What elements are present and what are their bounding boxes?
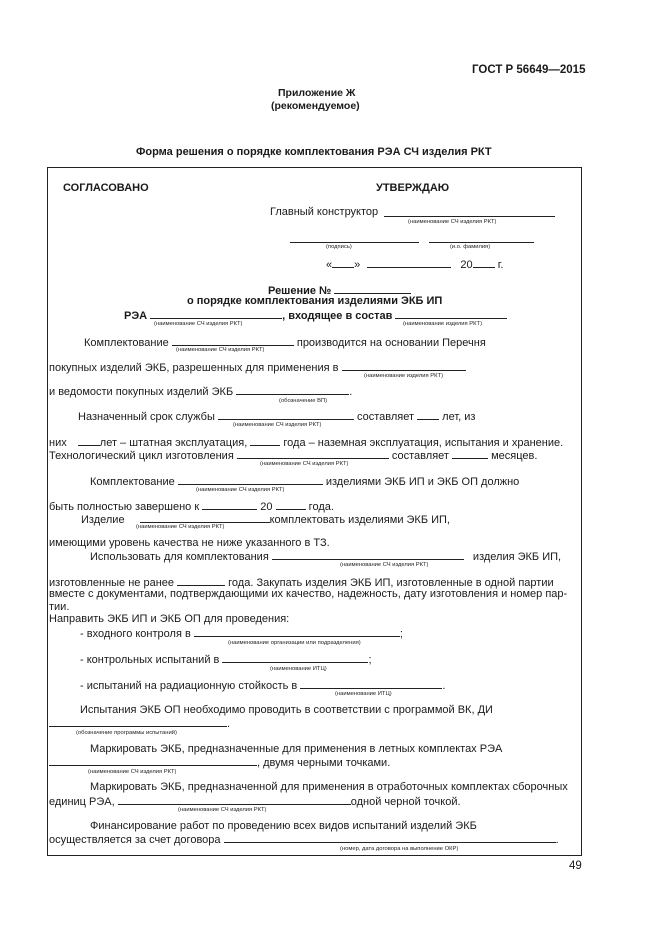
p22 [49, 755, 390, 769]
p6-months-line[interactable] [452, 448, 488, 459]
p15: Направить ЭКБ ИП и ЭКБ ОП для проведения: [49, 613, 290, 625]
form-title: Форма решения о порядке комплектования РЭА СЧ изделия РКТ [136, 146, 492, 158]
initials-line[interactable] [429, 232, 534, 243]
p25: Финансирование работ по проведению всех видов испытаний изделий ЭКБ [90, 820, 477, 832]
p13: вместе с документами, подтверждающими их качество, надежность, дату изготовления и номер пар- [49, 588, 568, 600]
caption-signature: (подпись) [326, 244, 352, 250]
p12-text-a: изготовленные не ранее [49, 577, 175, 589]
p1-text-b: производится на основании Перечня [296, 337, 486, 349]
caption-p24: (наименование СЧ изделия РКТ) [178, 807, 267, 813]
p6 [49, 448, 537, 462]
p6-text-a: Технологический цикл изготовления [49, 450, 234, 462]
p18-text-a: - испытаний на радиационную стойкость в [80, 680, 298, 692]
p8 [49, 499, 334, 513]
caption-p1: (наименование СЧ изделия РКТ) [176, 347, 265, 353]
p6-text-b: составляет [391, 450, 449, 462]
agreed-label: СОГЛАСОВАНО [63, 182, 149, 194]
day-line[interactable] [332, 257, 354, 268]
caption-p2: (наименование изделия РКТ) [364, 373, 444, 379]
p8-text-a: быть полностью завершено к [49, 501, 200, 513]
p9-text-a: Изделие [81, 514, 125, 526]
p5-text-a: них [49, 437, 67, 449]
standard-code: ГОСТ Р 56649—2015 [472, 64, 586, 76]
p4 [78, 409, 475, 423]
p5 [49, 435, 563, 449]
p18 [80, 678, 445, 692]
chief-designer-label: Главный конструктор [270, 206, 379, 218]
annex-title: Приложение Ж [278, 87, 356, 99]
caption-p18: (наименование ИТЦ) [335, 691, 392, 697]
caption-initials: (и.о. фамилия) [450, 244, 491, 250]
caption-p20: (обозначение программы испытаний) [76, 730, 177, 736]
p4-text-a: Назначенный срок службы [78, 411, 215, 423]
p16-text-a: - входного контроля в [80, 628, 191, 640]
date-row [326, 257, 503, 271]
decision-number-line[interactable] [334, 283, 411, 294]
p24-text-a: единиц РЭА, [49, 796, 115, 808]
caption-p6: (наименование СЧ изделия РКТ) [260, 461, 349, 467]
p20 [49, 716, 230, 730]
p26-text-a: осуществляется за счет договора [49, 834, 221, 846]
p5-years2-line[interactable] [250, 435, 280, 446]
included-label: , входящее в состав [282, 310, 393, 322]
p24-line[interactable] [118, 794, 351, 805]
p12-text-b: года. Закупать изделия ЭКБ ИП, изготовленные в одной партии [228, 577, 554, 589]
p12-date-line[interactable] [177, 575, 225, 586]
p26 [49, 832, 559, 846]
p16 [80, 626, 403, 640]
page-number: 49 [569, 860, 582, 872]
p7-text-b: изделиями ЭКБ ИП и ЭКБ ОП должно [325, 476, 520, 488]
rea-product-line[interactable] [395, 308, 507, 319]
caption-p16: (наименование организации или подразделения) [228, 640, 361, 646]
p4-text-b: составляет [357, 411, 415, 423]
decision-title: Решение № [268, 285, 332, 297]
p1 [84, 335, 486, 349]
rea-item-line[interactable] [150, 308, 282, 319]
caption-rea-item: (наименование СЧ изделия РКТ) [154, 321, 243, 327]
p20-text: . [227, 718, 231, 730]
decision-subtitle: о порядке комплектования изделиями ЭКБ ИП [187, 295, 443, 307]
rea-label: РЭА [124, 310, 148, 322]
signature-line[interactable] [290, 232, 419, 243]
rea-row [124, 308, 507, 322]
p11-text-a: Использовать для комплектования [90, 551, 269, 563]
date-open-quote: « [326, 259, 333, 271]
p21: Маркировать ЭКБ, предназначенные для применения в летных комплектах РЭА [90, 743, 503, 755]
year-line[interactable] [473, 257, 495, 268]
p14: тии. [49, 601, 70, 613]
caption-p17: (наименование ИТЦ) [270, 666, 327, 672]
p2-line[interactable] [342, 360, 466, 371]
p5-years-line[interactable] [78, 435, 100, 446]
p3 [49, 384, 352, 398]
caption-p26: (номер, дата договора на выполнение ОКР) [340, 846, 459, 852]
p24 [49, 794, 461, 808]
year-suffix: г. [497, 259, 504, 271]
p17-line[interactable] [222, 652, 368, 663]
p19: Испытания ЭКБ ОП необходимо проводить в соответствии с программой ВК, ДИ [80, 704, 493, 716]
p8-date-line[interactable] [202, 499, 257, 510]
p7-line[interactable] [178, 474, 323, 485]
p11-line[interactable] [272, 549, 464, 560]
caption-p9: (наименование СЧ изделия РКТ) [136, 524, 225, 530]
p24-text-b: одной черной точкой. [350, 796, 461, 808]
caption-p3: (обозначение ВП) [279, 398, 328, 404]
annex-type: (рекомендуемое) [271, 100, 360, 112]
caption-p4: (наименование СЧ изделия РКТ) [233, 422, 322, 428]
caption-p7: (наименование СЧ изделия РКТ) [196, 487, 285, 493]
p16-text-b: ; [399, 628, 403, 640]
caption-p11: (наименование СЧ изделия РКТ) [340, 562, 429, 568]
p9-text-b: комплектовать изделиями ЭКБ ИП, [269, 514, 450, 526]
p23: Маркировать ЭКБ, предназначенной для применения в отработочных комплектах сборочных [90, 781, 568, 793]
p9-line[interactable] [140, 512, 270, 523]
caption-p22: (наименование СЧ изделия РКТ) [88, 769, 177, 775]
p2-text-a: покупных изделий ЭКБ, разрешенных для применения в [49, 362, 339, 374]
p1-line[interactable] [172, 335, 294, 346]
p17-text-a: - контрольных испытаний в [80, 654, 220, 666]
p22-line[interactable] [49, 755, 257, 766]
p8-text-b: 20 [260, 501, 273, 513]
p11-text-b: изделия ЭКБ ИП, [472, 551, 562, 563]
chief-designer-item-line[interactable] [384, 206, 555, 217]
p17 [80, 652, 372, 666]
date-close-quote: » [354, 259, 361, 271]
p5-text-b: лет – штатная эксплуатация, [99, 437, 248, 449]
p7-text-a: Комплектование [90, 476, 175, 488]
p6-line[interactable] [237, 448, 389, 459]
p22-text: , двумя черными точками. [257, 757, 391, 769]
p2 [49, 360, 466, 374]
caption-rea-product: (наименование изделия РКТ) [403, 321, 483, 327]
p16-line[interactable] [194, 626, 400, 637]
p8-year-line[interactable] [276, 499, 306, 510]
p4-years-line[interactable] [417, 409, 439, 420]
approved-label: УТВЕРЖДАЮ [376, 182, 450, 194]
p10: имеющими уровень качества не ниже указанного в ТЗ. [49, 537, 330, 549]
p4-text-c: лет, из [442, 411, 476, 423]
p18-line[interactable] [300, 678, 442, 689]
p8-text-c: года. [308, 501, 334, 513]
p3-text-b: . [349, 386, 353, 398]
p4-line[interactable] [218, 409, 354, 420]
p11 [90, 549, 561, 563]
caption-item-name: (наименование СЧ изделия РКТ) [408, 219, 497, 225]
p5-text-c: года – наземная эксплуатация, испытания и хранение. [283, 437, 564, 449]
p1-text-a: Комплектование [84, 337, 169, 349]
p18-text-b: . [442, 680, 446, 692]
p20-line[interactable] [49, 716, 227, 727]
p3-line[interactable] [236, 384, 349, 395]
p26-text-b: . [555, 834, 559, 846]
p7 [90, 474, 519, 488]
year-prefix: 20 [460, 259, 473, 271]
p6-text-c: месяцев. [491, 450, 538, 462]
month-line[interactable] [367, 257, 451, 268]
p17-text-b: ; [368, 654, 372, 666]
p3-text-a: и ведомости покупных изделий ЭКБ [49, 386, 234, 398]
p26-line[interactable] [224, 832, 556, 843]
p12 [49, 575, 554, 589]
